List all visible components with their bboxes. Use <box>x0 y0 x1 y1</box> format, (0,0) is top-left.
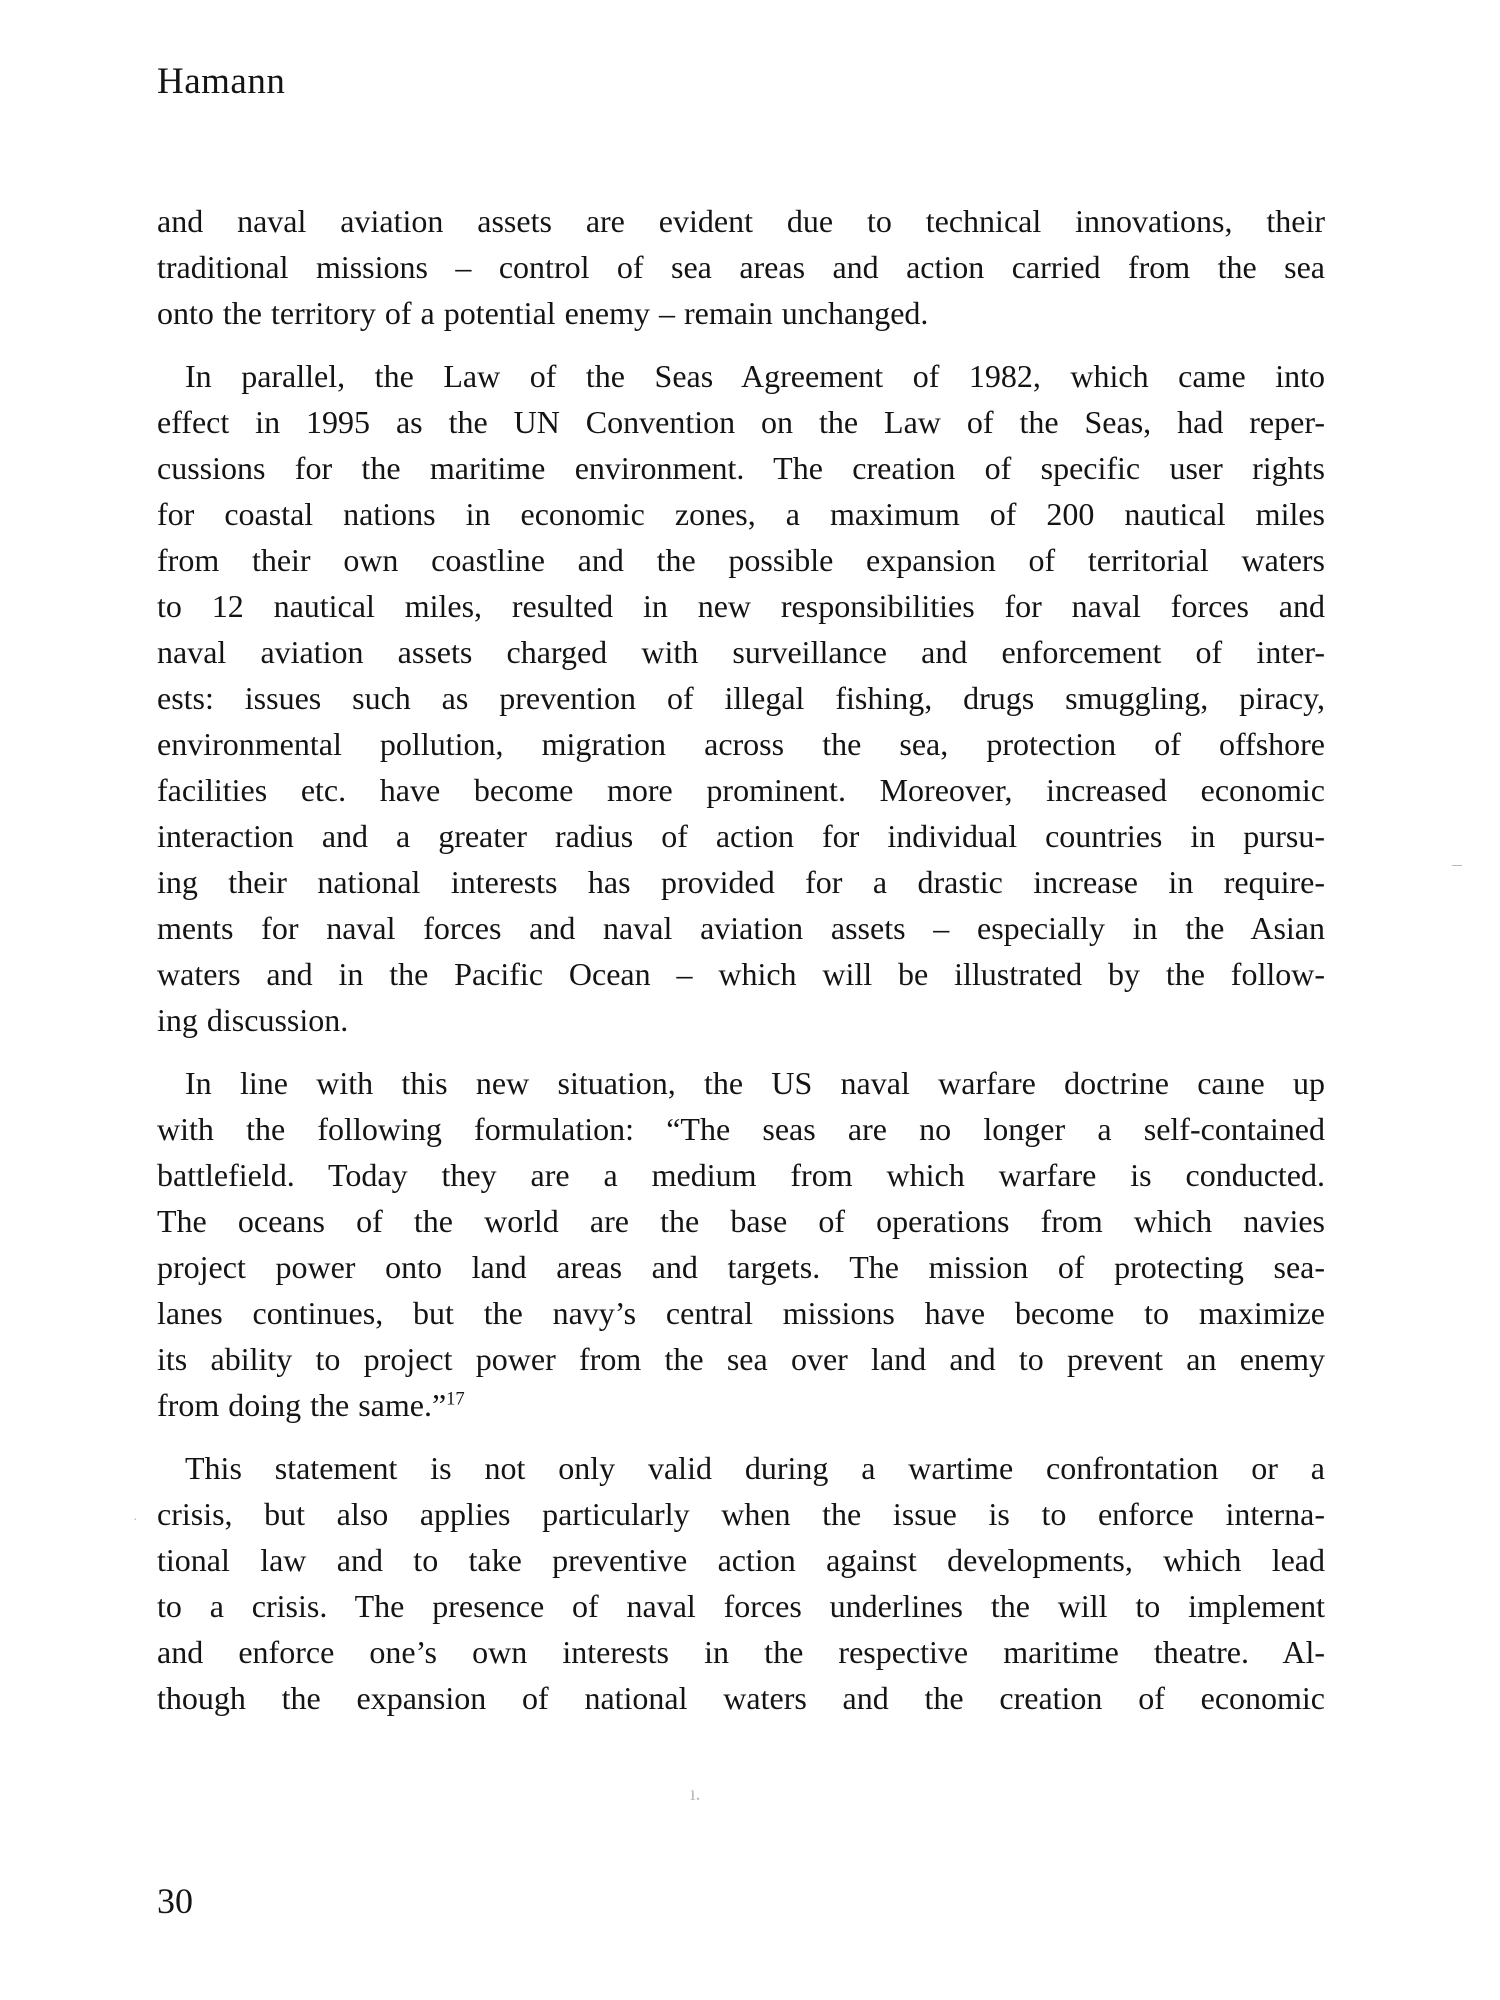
text-line: cussions for the maritime environment. The creation of specific user rights <box>157 450 1325 486</box>
text-line: ing their national interests has provided for a drastic increase in require- <box>157 864 1325 900</box>
text-line: environmental pollution, migration across the sea, protection of offshore <box>157 726 1325 762</box>
paragraph <box>157 353 1325 1043</box>
scan-artifact: – <box>1452 853 1462 875</box>
text-line: though the expansion of national waters and the creation of economic <box>157 1680 1325 1716</box>
text-line: In parallel, the Law of the Seas Agreement of 1982, which came into <box>185 358 1325 394</box>
text-line: traditional missions – control of sea areas and action carried from the sea <box>157 249 1325 285</box>
text-line <box>157 1382 1325 1428</box>
text-line: project power onto land areas and targets. The mission of protecting sea- <box>157 1249 1325 1285</box>
text-line: its ability to project power from the sea over land and to prevent an enemy <box>157 1341 1325 1377</box>
text-line: for coastal nations in economic zones, a maximum of 200 nautical miles <box>157 496 1325 532</box>
text-line: interaction and a greater radius of action for individual countries in pursu- <box>157 818 1325 854</box>
text-line: lanes continues, but the navy’s central missions have become to maximize <box>157 1295 1325 1331</box>
text-line: facilities etc. have become more prominent. Moreover, increased economic <box>157 772 1325 808</box>
text-line: crisis, but also applies particularly when the issue is to enforce interna- <box>157 1496 1325 1532</box>
text-line: This statement is not only valid during a wartime confrontation or a <box>185 1450 1325 1486</box>
text-line: battlefield. Today they are a medium from which warfare is conducted. <box>157 1157 1325 1193</box>
text-line: tional law and to take preventive action against developments, which lead <box>157 1542 1325 1578</box>
text-line: ests: issues such as prevention of illegal fishing, drugs smuggling, piracy, <box>157 680 1325 716</box>
text-line: to 12 nautical miles, resulted in new responsibilities for naval forces and <box>157 588 1325 624</box>
paragraph <box>157 198 1325 336</box>
paragraph <box>157 1445 1325 1721</box>
text-line: In line with this new situation, the US naval warfare doctrine caıne up <box>185 1065 1325 1101</box>
page-number: 30 <box>157 1881 193 1921</box>
text-line: to a crisis. The presence of naval forces underlines the will to implement <box>157 1588 1325 1624</box>
text-block <box>157 198 1325 1721</box>
text-line: ments for naval forces and naval aviation assets – especially in the Asian <box>157 910 1325 946</box>
running-header-author: Hamann <box>157 61 286 102</box>
text-segment: from doing the same.” <box>157 1387 447 1423</box>
footnote-reference: 17 <box>446 1388 465 1410</box>
text-line: waters and in the Pacific Ocean – which will be illustrated by the follow- <box>157 956 1325 992</box>
text-line: ing discussion. <box>157 1002 349 1038</box>
scan-artifact: · <box>133 1513 138 1528</box>
paragraph <box>157 1060 1325 1428</box>
text-line: and naval aviation assets are evident due to technical innovations, their <box>157 203 1325 239</box>
text-line: from their own coastline and the possible expansion of territorial waters <box>157 542 1325 578</box>
text-line: with the following formulation: “The seas are no longer a self-contained <box>157 1111 1325 1147</box>
text-line: naval aviation assets charged with surveillance and enforcement of inter- <box>157 634 1325 670</box>
text-line: onto the territory of a potential enemy – remain unchanged. <box>157 295 929 331</box>
text-line: The oceans of the world are the base of operations from which navies <box>157 1203 1325 1239</box>
scan-artifact: ı. <box>690 1783 701 1805</box>
text-line: and enforce one’s own interests in the respective maritime theatre. Al- <box>157 1634 1325 1670</box>
text-line: effect in 1995 as the UN Convention on the Law of the Seas, had reper- <box>157 404 1325 440</box>
